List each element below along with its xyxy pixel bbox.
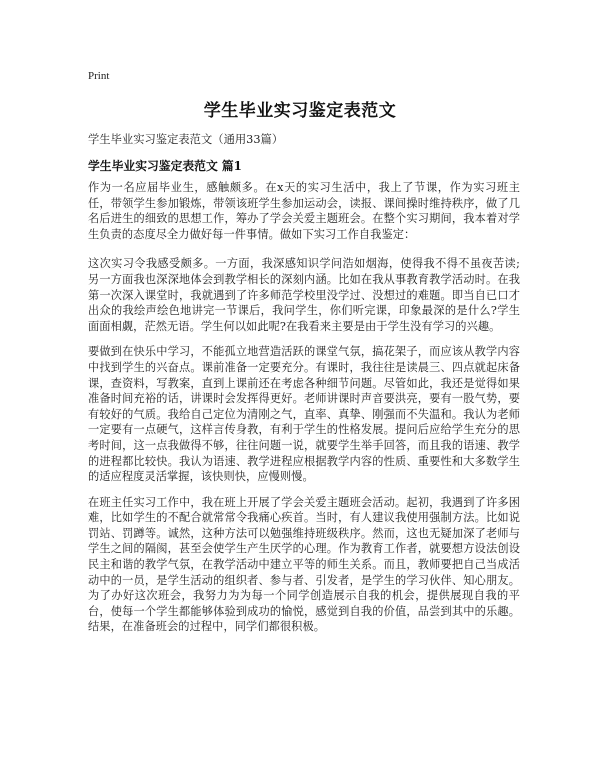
print-link[interactable]: Print xyxy=(88,70,110,82)
paragraph-1: 作为一名应届毕业生，感触颇多。在x天的实习生活中，我上了节课，作为实习班主任，带领学生参加锻炼，带领该班学生参加运动会，读报、课间操时维持秩序，做了几名后进生的细致的思想工作，筹办了学会关爱主题班会。在整个实习期间，我本着对学生负责的态度尽全力做好每一件事情。做如下实习工作自我鉴定： xyxy=(88,181,520,241)
document-body xyxy=(88,180,520,645)
section-heading: 学生毕业实习鉴定表范文 篇1 xyxy=(88,159,242,173)
paragraph-2: 这次实习令我感受颇多。一方面，我深感知识学问浩如烟海，使得我不得不虽夜苦读;另一方面我也深深地体会到教学相长的深刻内涵。比如在我从事教育教学活动时。在我第一次深入课堂时，我就遇到了许多师范学校里没学过、没想过的难题。即当自已口才出众的我绘声绘色地讲完一节课后，我问学生，你们听完课，印象最深的是什么?学生面面相觑，茫然无语。学生何以如此呢?在我看来主要是由于学生没有学习的兴趣。 xyxy=(88,257,520,333)
document-subtitle: 学生毕业实习鉴定表范文（通用33篇） xyxy=(88,133,284,146)
paragraph-3: 要做到在快乐中学习，不能孤立地营造活跃的课堂气氛，搞花架子，而应该从教学内容中找到学生的兴奋点。课前准备一定要充分。有课时，我往往是读晨三、四点就起床备课，查资料，写教案，直到上课前还在考虑各种细节问题。尽管如此，我还是觉得如果准备时间充裕的话，讲课时会发挥得更好。老师讲课时声音要洪亮，要有一股气势，要有较好的气质。我给自己定位为清刚之气，直率、真挚、刚强而不失温和。我认为老师一定要有一点硬气，这样言传身教，有利于学生的性格发展。提问后应给学生充分的思考时间，这一点我做得不够，往往问题一说，就要学生举手回答，而且我的语速、教学的进程都比较快。我认为语速、教学进程应根据教学内容的性质、重要性和大多数学生的适应程度灵活掌握，该快则快，应慢则慢。 xyxy=(88,345,520,484)
page-title: 学生毕业实习鉴定表范文 xyxy=(203,101,397,121)
paragraph-4: 在班主任实习工作中，我在班上开展了学会关爱主题班会活动。起初，我遇到了许多困难，比如学生的不配合就常常令我痛心疾首。当时，有人建议我使用强制方法。比如说罚站、罚蹲等。诚然，这种方法可以勉强维持班级秩序。然而，这也无疑加深了老师与学生之间的隔阂，甚至会使学生产生厌学的心理。作为教育工作者，就要想方设法创设民主和谐的教学气氛，在教学活动中建立平等的师生关系。而且，教师要把自己当成活动中的一员，是学生活动的组织者、参与者、引发者，是学生的学习伙伴、知心朋友。为了办好这次班会，我努力为为每一个同学创造展示自我的机会，提供展现自我的平台，使每一个学生都能够体验到成功的愉悦，感觉到自我的价值，品尝到其中的乐趣。结果，在准备班会的过程中，同学们都很积极。 xyxy=(88,495,520,634)
